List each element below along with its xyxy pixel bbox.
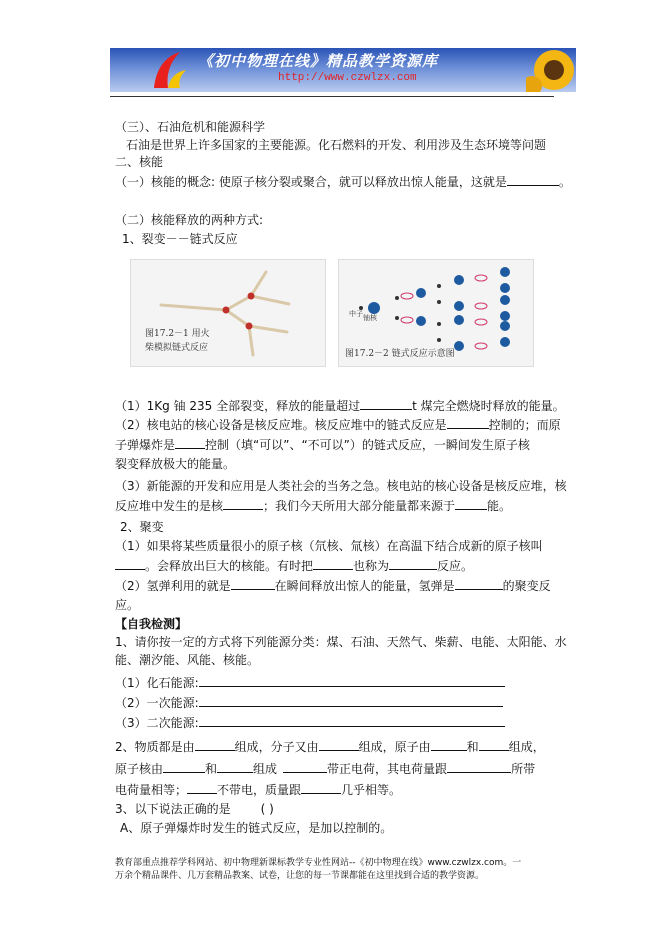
oil-text: 石油是世界上许多国家的主要能源。化石燃料的开发、利用涉及生态环境等问题	[126, 138, 547, 152]
blank[interactable]	[319, 738, 359, 751]
check-q1-secondary: （3）二次能源:	[115, 714, 505, 731]
blank[interactable]	[231, 577, 275, 590]
fusion-q2-line2: 应。	[115, 598, 140, 612]
answer-line[interactable]	[199, 674, 505, 687]
blank[interactable]	[431, 738, 467, 751]
blank[interactable]	[195, 738, 235, 751]
fusion-q1-line1: （1）如果将某些质量很小的原子核（氘核、氚核）在高温下结合成新的原子核叫	[115, 539, 543, 553]
blank[interactable]	[360, 397, 412, 410]
two-ways-heading: （二）核能释放的两种方式:	[115, 213, 264, 227]
fission-q2-line3: 裂变释放极大的能量。	[115, 457, 236, 471]
check-q2-line3: 电荷量相等； 不带电，质量跟 几乎相等。	[115, 783, 402, 797]
blank[interactable]	[223, 497, 263, 510]
fission-heading: 1、裂变－－链式反应	[122, 232, 238, 246]
blank[interactable]	[217, 760, 253, 773]
blank[interactable]	[313, 557, 353, 570]
answer-bracket[interactable]: ( )	[260, 802, 274, 816]
header-banner	[110, 48, 576, 92]
figure-2-label-uranium: 铀核	[363, 314, 377, 322]
blank[interactable]	[187, 781, 217, 794]
figure-chain-reaction	[338, 259, 534, 367]
fission-q3-line1: （3）新能源的开发和应用是人类社会的当务之急。核电站的核心设备是核反应堆，核	[115, 479, 567, 493]
sunflower-icon	[526, 48, 576, 92]
figure-matchstick-chain	[130, 259, 326, 367]
nuclear-concept: （一）核能的概念: 使原子核分裂或聚合，就可以释放出惊人能量，这就是 。	[115, 175, 571, 189]
blank[interactable]	[389, 557, 437, 570]
header-rule	[110, 96, 554, 97]
figure-2-label-neutron: 中子	[349, 310, 363, 318]
blank[interactable]	[455, 577, 503, 590]
fusion-heading: 2、聚变	[120, 520, 164, 534]
answer-line[interactable]	[199, 694, 503, 707]
footer-line2: 万余个精品课件、几万套精品教案、试卷，让您的每一节课都能在这里找到合适的教学资源。	[115, 871, 485, 881]
figure-1-caption-line2: 柴模拟链式反应	[145, 343, 209, 353]
fission-q1: （1）1Kg 铀 235 全部裂变，释放的能量超过 t 煤完全燃烧时释放的能量。	[115, 399, 565, 413]
check-q2-line2: 原子核由 和 组成 带正电荷，其电荷量跟 所带	[115, 762, 536, 776]
blank[interactable]	[447, 760, 511, 773]
fusion-q1-line2: 。会释放出巨大的核能。有时把 也称为 反应。	[115, 557, 473, 574]
fission-q2-line2: 子弹爆炸是 控制（填“可以”、“不可以”）的链式反应，一瞬间发生原子核	[115, 438, 530, 452]
site-logo-icon	[146, 48, 190, 92]
fusion-q2-line1: （2）氢弹利用的就是 在瞬间释放出惊人的能量，氢弹是 的聚变反	[115, 579, 551, 593]
check-q1-primary: （2）一次能源:	[115, 694, 503, 711]
blank[interactable]	[283, 760, 327, 773]
figure-1-caption-line1: 图17.2－1 用火	[145, 329, 210, 339]
blank[interactable]	[163, 760, 205, 773]
blank[interactable]	[507, 173, 559, 186]
blank[interactable]	[479, 738, 509, 751]
fission-q2-line1: （2）核电站的核心设备是核反应堆。核反应堆中的链式反应是 控制的；而原	[115, 418, 561, 432]
heading-nuclear: 二、核能	[115, 155, 164, 169]
blank[interactable]	[447, 416, 489, 429]
answer-line[interactable]	[199, 714, 505, 727]
self-check-heading: 【自我检测】	[115, 617, 188, 631]
blank[interactable]	[301, 781, 341, 794]
check-q3: 3、以下说法正确的是 ( )	[115, 802, 274, 816]
figure-2-caption: 图17.2－2 链式反应示意图	[345, 349, 455, 359]
blank[interactable]	[175, 436, 205, 449]
blank[interactable]	[115, 557, 145, 570]
check-q1-line1: 1、请你按一定的方式将下列能源分类：煤、石油、天然气、柴薪、电能、太阳能、水	[115, 635, 567, 649]
banner-title: 《初中物理在线》精品教学资源库	[198, 52, 439, 70]
check-q1-line2: 能、潮汐能、风能、核能。	[115, 653, 260, 667]
footer-line1: 教育部重点推荐学科网站、初中物理新课标教学专业性网站--《初中物理在线》www.czwlzx.com。一	[115, 858, 522, 868]
check-q1-fossil: （1）化石能源:	[115, 674, 505, 691]
section-oil-crisis: （三）、石油危机和能源科学	[115, 120, 266, 134]
check-q3-option-a: A、原子弹爆炸时发生的链式反应，是加以控制的。	[120, 821, 393, 835]
blank[interactable]	[455, 497, 487, 510]
fission-q3-line2: 反应堆中发生的是核 ；我们今天所用大部分能量都来源于 能。	[115, 499, 512, 513]
banner-url: http://www.czwlzx.com	[278, 72, 417, 84]
check-q2-line1: 2、物质都是由 组成，分子又由 组成，原子由 和 组成，	[115, 740, 545, 754]
